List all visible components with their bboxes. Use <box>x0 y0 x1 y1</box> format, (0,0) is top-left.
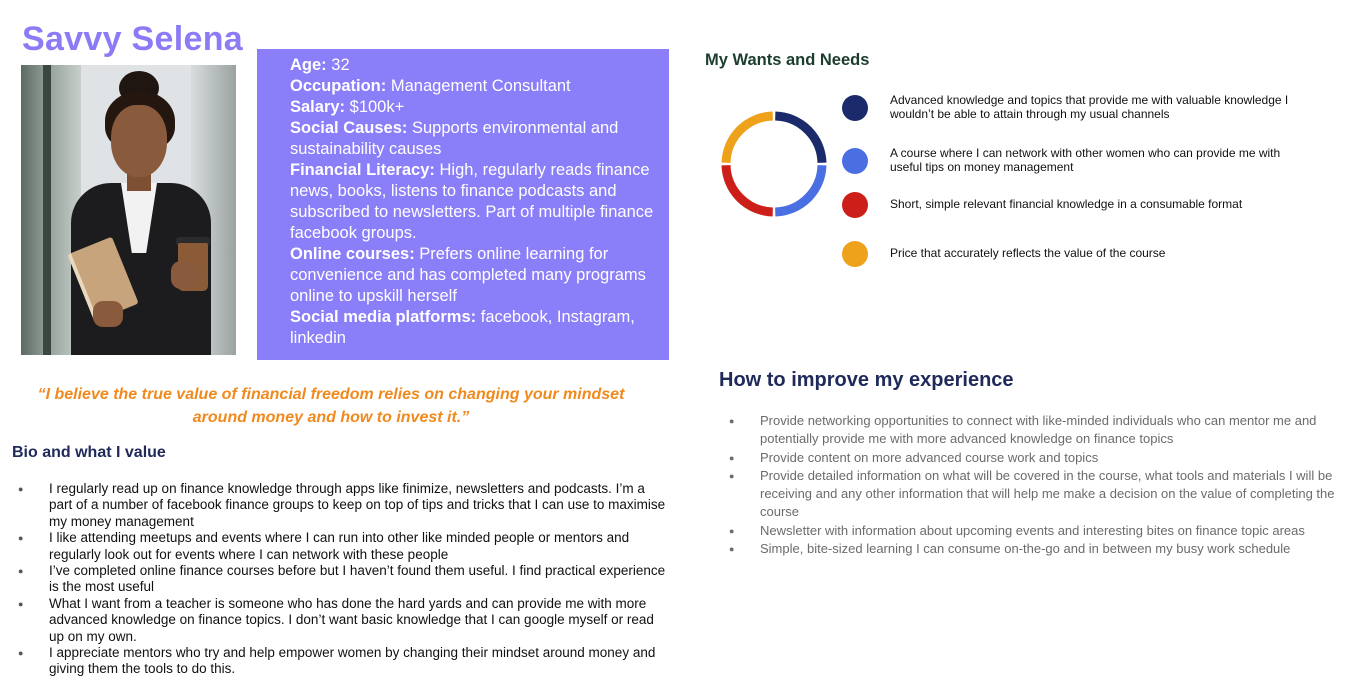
persona-name: Savvy Selena <box>22 20 243 58</box>
donut-slice-0 <box>775 116 822 163</box>
legend-text: A course where I can network with other women who can provide me with useful tips on money management <box>890 146 1281 174</box>
wants-donut-chart <box>718 108 830 220</box>
legend-dot <box>842 241 868 267</box>
list-item: ● I regularly read up on finance knowledge through apps like finimize, newsletters and podcasts. I’m a part of a number of facebook finance groups to keep on top of tips and tricks that I can use to maximise my money management <box>18 481 668 530</box>
list-item: ● Provide detailed information on what will be covered in the course, what tools and materials I will be receiving and any other information that will help me make a decision on the value of completing the course <box>729 467 1349 522</box>
list-item: ● I like attending meetups and events where I can run into other like minded people or mentors and regularly look out for events where I can network with these people <box>18 530 668 563</box>
list-item: ● Provide networking opportunities to connect with like-minded individuals who can mentor me and potentially provide me with more advanced knowledge on finance topics <box>729 412 1349 449</box>
profile-online-courses: Online courses: Prefers online learning for convenience and has completed many programs online to upskill herself <box>290 245 646 305</box>
list-item: ● Provide content on more advanced course work and topics <box>729 449 1349 467</box>
legend-text: Advanced knowledge and topics that provide me with valuable knowledge I wouldn’t be able to attain through my usual channels <box>890 93 1289 121</box>
profile-occupation: Occupation: Management Consultant <box>290 77 571 95</box>
donut-slice-2 <box>726 165 773 212</box>
profile-age: Age: 32 <box>290 56 350 74</box>
profile-social-media: Social media platforms: facebook, Instagram, linkedin <box>290 308 635 347</box>
list-item: ● What I want from a teacher is someone who has done the hard yards and can provide me with more advanced knowledge on finance topics. I don’t want basic knowledge that I can google myself or read up on my own. <box>18 596 668 645</box>
donut-slice-1 <box>775 165 822 212</box>
legend-dot <box>842 192 868 218</box>
profile-social-causes: Social Causes: Supports environmental and sustainability causes <box>290 119 619 158</box>
profile-financial-literacy: Financial Literacy: High, regularly reads finance news, books, listens to finance podcasts and subscribed to newsletters. Part of multiple finance facebook groups. <box>290 161 654 242</box>
list-item: ● I’ve completed online finance courses before but I haven’t found them useful. I find practical experience is the most useful <box>18 563 668 596</box>
persona-photo <box>21 65 236 355</box>
improve-list <box>729 412 1349 558</box>
bio-title: Bio and what I value <box>12 444 166 461</box>
legend-item-advanced <box>842 94 1302 121</box>
legend-item-network <box>842 147 1302 174</box>
legend-item-price <box>842 241 1302 267</box>
legend-text: Price that accurately reflects the value of the course <box>890 246 1166 261</box>
legend-dot <box>842 148 868 174</box>
legend-text: Short, simple relevant financial knowledge in a consumable format <box>890 197 1243 212</box>
legend-item-short <box>842 192 1302 218</box>
improve-title: How to improve my experience <box>719 369 1014 391</box>
wants-title: My Wants and Needs <box>705 51 870 69</box>
profile-card <box>257 49 669 360</box>
list-item: ● Simple, bite-sized learning I can consume on-the-go and in between my busy work schedule <box>729 540 1349 558</box>
persona-quote: “I believe the true value of financial freedom relies on changing your mindset around money and how to invest it.” <box>37 386 625 426</box>
bio-list <box>18 481 668 678</box>
profile-salary: Salary: $100k+ <box>290 98 405 116</box>
donut-slice-3 <box>726 116 773 163</box>
list-item: ● I appreciate mentors who try and help empower women by changing their mindset around money and giving them the tools to do this. <box>18 645 668 678</box>
list-item: ● Newsletter with information about upcoming events and interesting bites on finance topic areas <box>729 522 1349 540</box>
legend-dot <box>842 95 868 121</box>
